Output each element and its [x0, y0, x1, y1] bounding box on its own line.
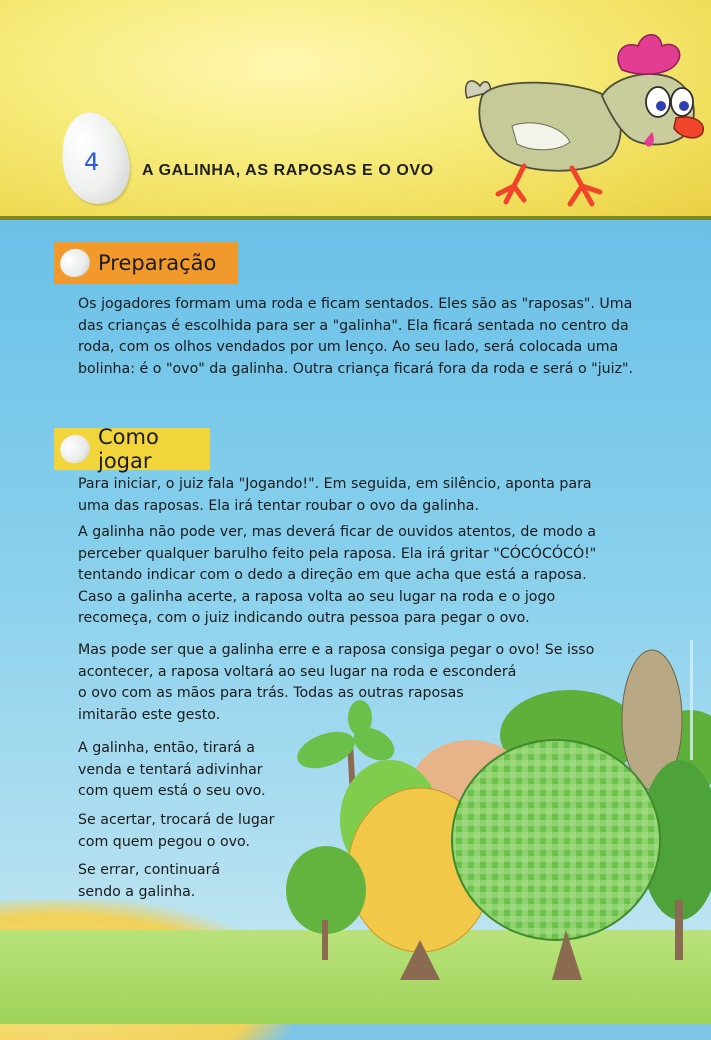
como-jogar-paragraph-3-line-2: o ovo com as mãos para trás. Todas as outras raposas imitarão este gesto. — [78, 685, 464, 723]
section-title-preparacao: Preparação — [98, 251, 217, 275]
egg-icon — [56, 431, 94, 468]
como-jogar-paragraph-6: Se errar, continuará sendo a galinha. — [78, 862, 221, 900]
hen-illustration — [462, 26, 711, 216]
como-jogar-paragraph-5: Se acertar, trocará de lugar com quem pegou o ovo. — [78, 812, 275, 850]
section-header-como-jogar — [54, 425, 210, 473]
section-header-preparacao — [54, 242, 238, 284]
egg-icon — [56, 245, 94, 282]
chapter-number: 4 — [84, 148, 100, 176]
como-jogar-paragraph-3-line-1: Mas pode ser que a galinha erre e a raposa consiga pegar o ovo! Se isso acontecer, a raposa voltará ao seu lugar na roda e esconderá — [78, 642, 595, 680]
chapter-title: A GALINHA, AS RAPOSAS E O OVO — [142, 162, 434, 179]
como-jogar-paragraph-4: A galinha, então, tirará a venda e tentará adivinhar com quem está o seu ovo. — [78, 740, 266, 799]
section-title-como-jogar: Como jogar — [98, 425, 159, 473]
como-jogar-paragraph-1: Para iniciar, o juiz fala "Jogando!". Em seguida, em silêncio, aponta para uma das raposas. Ela irá tentar roubar o ovo da galinha. — [78, 476, 592, 514]
como-jogar-paragraph-2: A galinha não pode ver, mas deverá ficar de ouvidos atentos, de modo a perceber qualquer barulho feito pela raposa. Ela irá gritar "CÓCÓCÓCÓ!" tentando indicar com o dedo a direção em que acha que está a raposa. Caso a galinha acerte, a raposa volta ao seu lugar na roda e o jogo recomeça, com o juiz indicando outra pessoa para pegar o ovo. — [78, 524, 597, 626]
como-jogar-paragraph-3 — [78, 640, 638, 726]
preparacao-paragraph: Os jogadores formam uma roda e ficam sentados. Eles são as "raposas". Uma das crianças é escolhida para ser a "galinha". Ela ficará sentada no centro da roda, com os olhos vendados por um lenço. Ao seu lado, será colocada uma bolinha: é o "ovo" da galinha. Outra criança ficará fora da roda e será o "juiz". — [78, 296, 634, 377]
